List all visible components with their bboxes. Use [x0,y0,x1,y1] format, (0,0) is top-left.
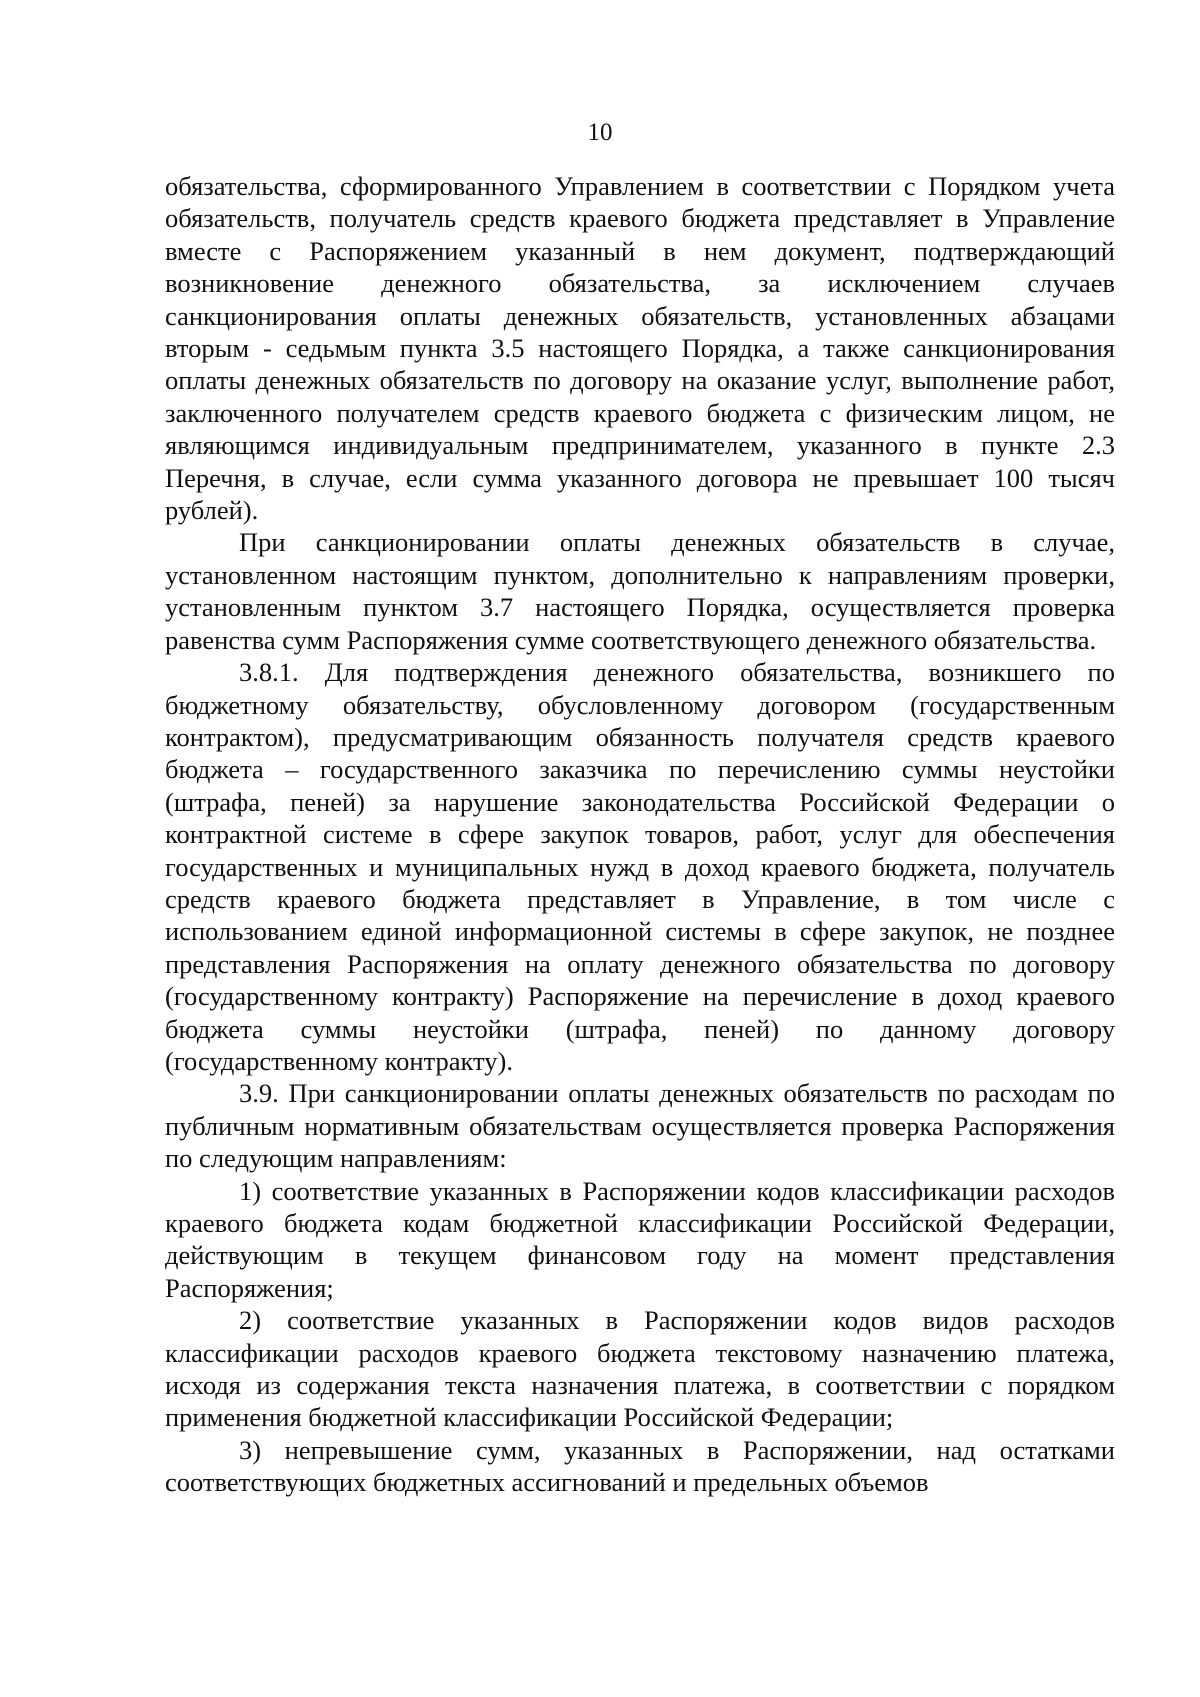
paragraph-sanction-check: При санкционировании оплаты денежных обязательств в случае, установленном настоящим пунктом, дополнительно к направлениям проверки, установленным пунктом 3.7 настоящего Порядка, осуществляется проверка равенства сумм Распоряжения сумме соответствующего денежного обязательства. [165,527,1115,655]
page-number: 10 [587,119,613,146]
document-body [165,170,1115,1499]
list-item-2: 2) соответствие указанных в Распоряжении кодов видов расходов классификации расходов краевого бюджета текстовому назначению платежа, исходя из содержания текста назначения платежа, в соответствии с порядком применения бюджетной классификации Российской Федерации; [165,1305,1115,1433]
list-item-3: 3) непревышение сумм, указанных в Распоряжении, над остатками соответствующих бюджетных ассигнований и предельных объемов [165,1434,1115,1498]
paragraph-3-8-1: 3.8.1. Для подтверждения денежного обязательства, возникшего по бюджетному обязательству, обусловленному договором (государственным контрактом), предусматривающим обязанность получателя средств краевого бюджета – государственного заказчика по перечислению суммы неустойки (штрафа, пеней) за нарушение законодательства Российской Федерации о контрактной системе в сфере закупок товаров, работ, услуг для обеспечения государственных и муниципальных нужд в доход краевого бюджета, получатель средств краевого бюджета представляет в Управление, в том числе с использованием единой информационной системы в сфере закупок, не позднее представления Распоряжения на оплату денежного обязательства по договору (государственному контракту) Распоряжение на перечисление в доход краевого бюджета суммы неустойки (штрафа, пеней) по данному договору (государственному контракту). [165,657,1115,1076]
paragraph-3-9: 3.9. При санкционировании оплаты денежных обязательств по расходам по публичным нормативным обязательствам осуществляется проверка Распоряжения по следующим направлениям: [165,1078,1115,1174]
paragraph-continuation: обязательства, сформированного Управлением в соответствии с Порядком учета обязательств, получатель средств краевого бюджета представляет в Управление вместе с Распоряжением указанный в нем документ, подтверждающий возникновение денежного обязательства, за исключением случаев санкционирования оплаты денежных обязательств, установленных абзацами вторым - седьмым пункта 3.5 настоящего Порядка, а также санкционирования оплаты денежных обязательств по договору на оказание услуг, выполнение работ, заключенного получателем средств краевого бюджета с физическим лицом, не являющимся индивидуальным предпринимателем, указанного в пункте 2.3 Перечня, в случае, если сумма указанного договора не превышает 100 тысяч рублей). [165,171,1115,526]
list-item-1: 1) соответствие указанных в Распоряжении кодов классификации расходов краевого бюджета кодам бюджетной классификации Российской Федерации, действующим в текущем финансовом году на момент представления Распоряжения; [165,1175,1115,1303]
